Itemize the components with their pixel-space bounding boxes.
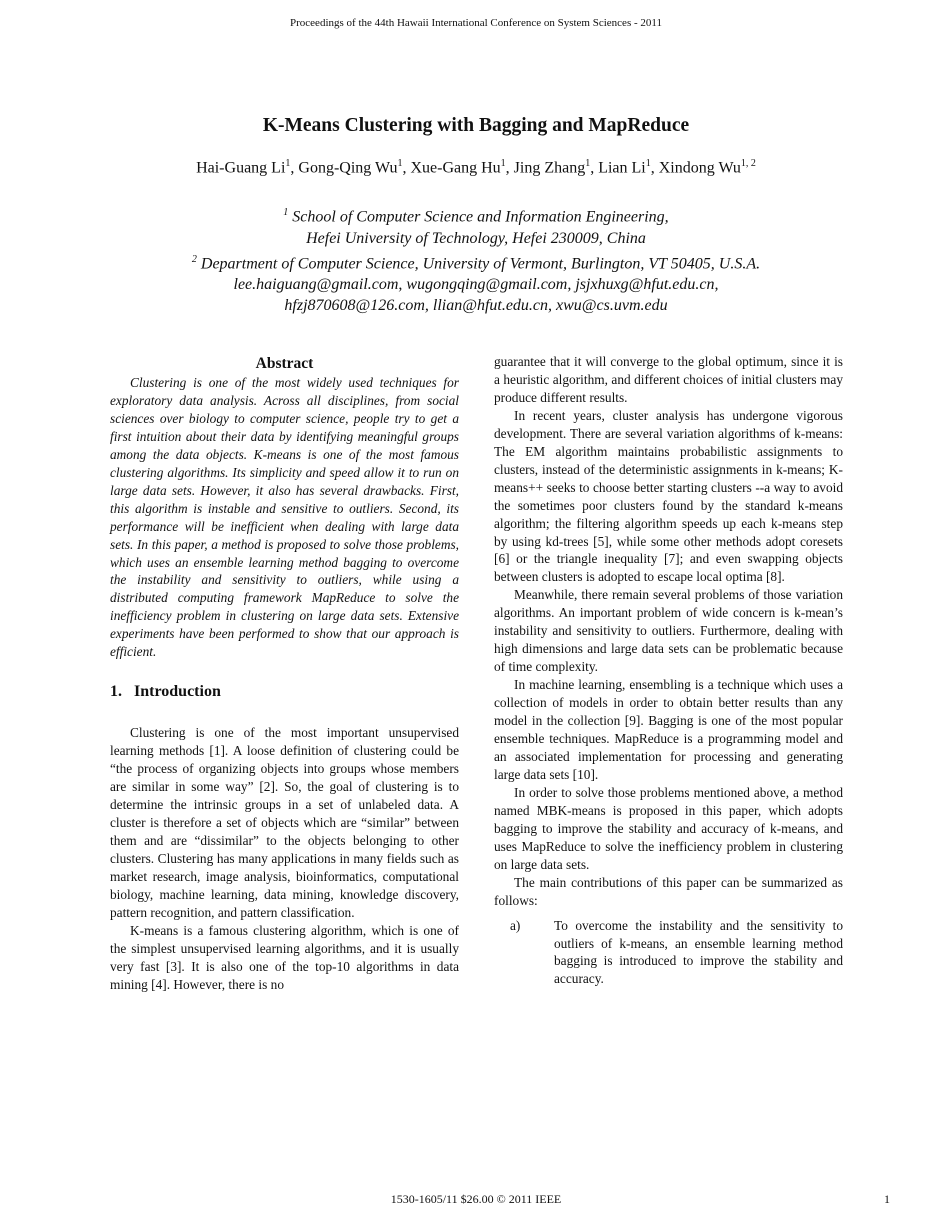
paper-title: K-Means Clustering with Bagging and MapReduce bbox=[262, 115, 690, 136]
footer-copyright: 1530-1605/11 $26.00 © 2011 IEEE bbox=[390, 1192, 562, 1206]
list-text: To overcome the instability and the sensitivity to outliers of k-means, an ensemble learning method bagging is introduced to improve the stability and accuracy. bbox=[554, 917, 843, 987]
author-list: Hai-Guang Li$^1$, Gong-Qing Wu$^1$, Xue-Gang Hu$^1$, Jing Zhang$^1$, Lian Li$^1$, Xindong Wu$^{1, 2}$ bbox=[196, 158, 756, 177]
page-number: 1 bbox=[884, 1192, 890, 1206]
abstract-heading: Abstract bbox=[255, 355, 314, 372]
author-name: Xue-Gang Hu bbox=[410, 159, 501, 177]
paragraph: Meanwhile, there remain several problems of those variation algorithms. An important problem of wide concern is k-mean’s instability and sensitivity to outliers. Furthermore, dealing with high dimensions and large data sets can be problematic because of time complexity. bbox=[494, 587, 843, 675]
paragraph: In order to solve those problems mentioned above, a method named MBK-means is proposed in this paper, which adopts bagging to improve the stability and accuracy of k-means, and uses MapReduce to solve the inefficiency problem in clustering on large data sets. bbox=[494, 784, 843, 872]
paragraph: The main contributions of this paper can be summarized as follows: bbox=[494, 874, 843, 908]
right-column bbox=[494, 353, 843, 988]
affiliation-mark: 1 bbox=[283, 207, 289, 218]
author-affiliation-mark: 1 bbox=[645, 158, 651, 169]
author-affiliation-mark: 1 bbox=[285, 158, 291, 169]
affiliation-1-line-2: Hefei University of Technology, Hefei 230009, China bbox=[306, 229, 646, 247]
paragraph: In machine learning, ensembling is a technique which uses a collection of models in order to obtain better results than any model in the collection [9]. Bagging is one of the most popular ensemble techniques. MapReduce is a programming model and an associated implementation for processing and generating large data sets [10]. bbox=[494, 677, 843, 782]
author-name: Hai-Guang Li bbox=[196, 159, 286, 177]
author-name: Lian Li bbox=[598, 159, 646, 177]
author-name: Gong-Qing Wu bbox=[298, 159, 398, 177]
author-affiliation-mark: 1 bbox=[397, 158, 403, 169]
author-affiliation-mark: 1, 2 bbox=[740, 158, 756, 169]
paragraph: Clustering is one of the most important unsupervised learning methods [1]. A loose definition of clustering could be “the process of organizing objects into groups whose members are similar in some way” [2]. So, the goal of clustering is to determine the intrinsic groups in a set of unlabeled data. A cluster is therefore a set of objects which are “similar” between them and are “dissimilar” to the objects belonging to other clusters. Clustering has many applications in many fields such as market research, image analysis, bioinformatics, computational biology, machine learning, data mining, knowledge discovery, pattern recognition, and pattern classification. bbox=[110, 725, 459, 920]
paragraph: K-means is a famous clustering algorithm, which is one of the simplest unsupervised learning algorithms, and it is usually very fast [3]. It is also one of the top-10 algorithms in data mining [4]. However, there is no bbox=[110, 922, 459, 992]
emails-line-2: hfzj870608@126.com, llian@hfut.edu.cn, xwu@cs.uvm.edu bbox=[284, 297, 668, 315]
author-affiliation-mark: 1 bbox=[500, 158, 506, 169]
paragraph: In recent years, cluster analysis has undergone vigorous development. There are several variation algorithms of k-means: The EM algorithm maintains probabilistic assignments to clusters, instead of the deterministic assignments in k-means; K-means++ seeks to choose better starting clusters --a way to avoid the sometimes poor clusters found by the standard k-means algorithm; the filtering algorithm speeds up each k-means step by using kd-trees [5], while some other methods adopt coresets [6] or the triangle inequality [7]; and even swapping objects between clusters is adopted to escape local optima [8]. bbox=[494, 407, 843, 585]
section-heading-introduction: 1. Introduction bbox=[110, 683, 221, 701]
list-item bbox=[494, 917, 843, 989]
abstract-text: Clustering is one of the most widely used techniques for exploratory data analysis. Across all disciplines, from social sciences over biology to computer science, people try to get a first intuition about their data by identifying meaningful groups among the data objects. K-means is one of the most famous clustering algorithms. Its simplicity and speed allow it to run on large data sets. However, it also has several drawbacks. First, this algorithm is instable and sensitive to outliers. Second, its performance will be inefficient when dealing with large data sets. In this paper, a method is proposed to solve those problems, which uses an ensemble learning method bagging to overcome the instability and sensitivity to outliers, while using a distributed computing framework MapReduce to solve the inefficiency problem in clustering on large data sets. Extensive experiments have been performed to show that our approach is efficient. bbox=[110, 375, 459, 660]
running-header: Proceedings of the 44th Hawaii International Conference on System Sciences - 2011 bbox=[290, 17, 662, 29]
author-affiliation-mark: 1 bbox=[585, 158, 591, 169]
affiliation-mark: 2 bbox=[191, 253, 197, 265]
author-name: Xindong Wu bbox=[658, 159, 741, 177]
left-column bbox=[110, 354, 459, 994]
author-name: Jing Zhang bbox=[513, 159, 586, 177]
list-label: a) bbox=[510, 917, 521, 933]
affiliations bbox=[0, 202, 952, 317]
affiliation-2: Department of Computer Science, University of Vermont, Burlington, VT 50405, U.S.A. bbox=[200, 255, 761, 273]
emails-line-1: lee.haiguang@gmail.com, wugongqing@gmail.com, jsjxhuxg@hfut.edu.cn, bbox=[233, 276, 719, 294]
paragraph-continuation: guarantee that it will converge to the global optimum, since it is a heuristic algorithm, and different choices of initial clusters may produce different results. bbox=[494, 354, 843, 405]
affiliation-1-line-1: School of Computer Science and Information Engineering, bbox=[292, 208, 669, 226]
